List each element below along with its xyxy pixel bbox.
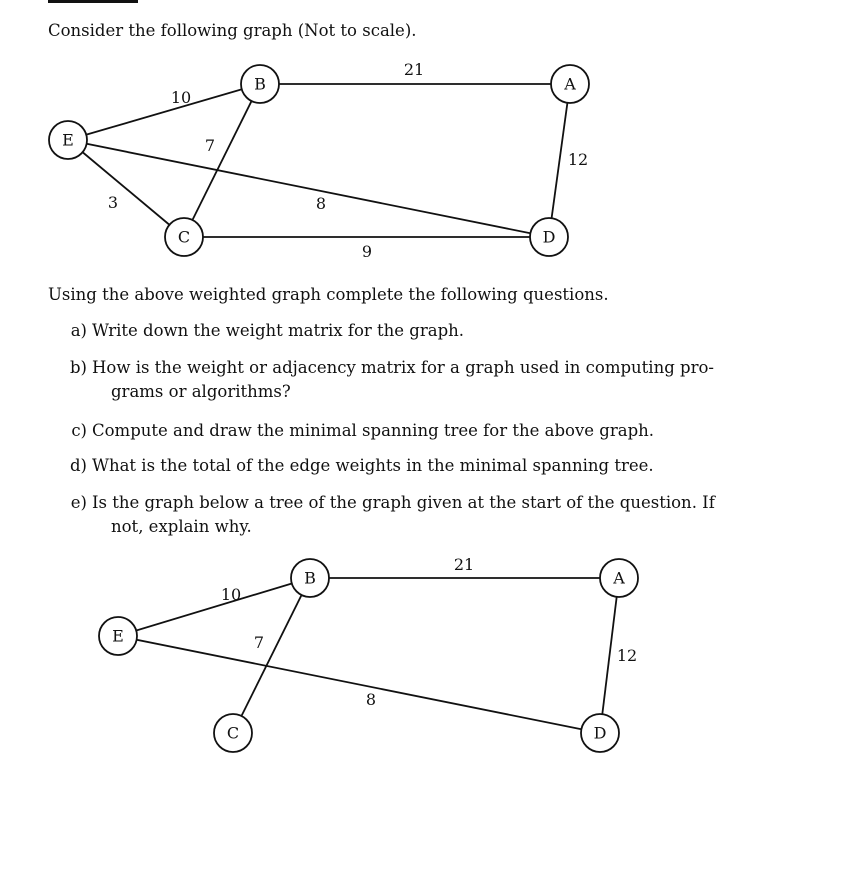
node-label-a: A [564,74,576,94]
weight-b-a: 21 [403,60,425,79]
weight-c-d: 9 [361,242,373,261]
question-label: e) [70,493,87,512]
question-label: c) [71,421,87,440]
question-label: d) [70,456,87,475]
node-label-a: A [613,568,625,588]
edge-b-c [233,578,310,733]
weight-b-c: 7 [204,136,216,155]
weight-e-b: 10 [170,88,192,107]
instructions-text: Using the above weighted graph complete the following questions. [48,285,609,304]
question-line: What is the total of the edge weights in the minimal spanning tree. [92,456,654,475]
question-line: Compute and draw the minimal spanning tree for the above graph. [92,421,655,440]
weight-e-b: 10 [220,585,242,604]
intro-text: Consider the following graph (Not to scale). [48,21,417,40]
node-label-e: E [112,626,124,646]
question-line: How is the weight or adjacency matrix for a graph used in computing pro- [92,358,714,377]
node-label-c: C [177,227,191,247]
weight-e-c: 3 [107,193,119,212]
node-label-c: C [226,723,240,743]
weight-e-d: 8 [365,690,377,709]
question-line: grams or algorithms? [111,382,291,401]
edge-e-d [118,636,600,733]
question-line: not, explain why. [111,517,252,536]
node-label-e: E [62,130,74,150]
node-label-b: B [304,568,316,588]
node-label-d: D [542,227,556,247]
node-label-b: B [254,74,266,94]
question-label: a) [70,321,87,340]
weight-b-c: 7 [253,633,265,652]
edge-e-b [118,578,310,636]
weight-a-d: 12 [567,150,589,169]
node-label-d: D [593,723,607,743]
weight-a-d: 12 [616,646,638,665]
question-line: Is the graph below a tree of the graph given at the start of the question. If [92,493,715,512]
weight-b-a: 21 [453,555,475,574]
question-line: Write down the weight matrix for the graph. [92,321,464,340]
weight-e-d: 8 [315,194,327,213]
question-label: b) [70,358,87,377]
